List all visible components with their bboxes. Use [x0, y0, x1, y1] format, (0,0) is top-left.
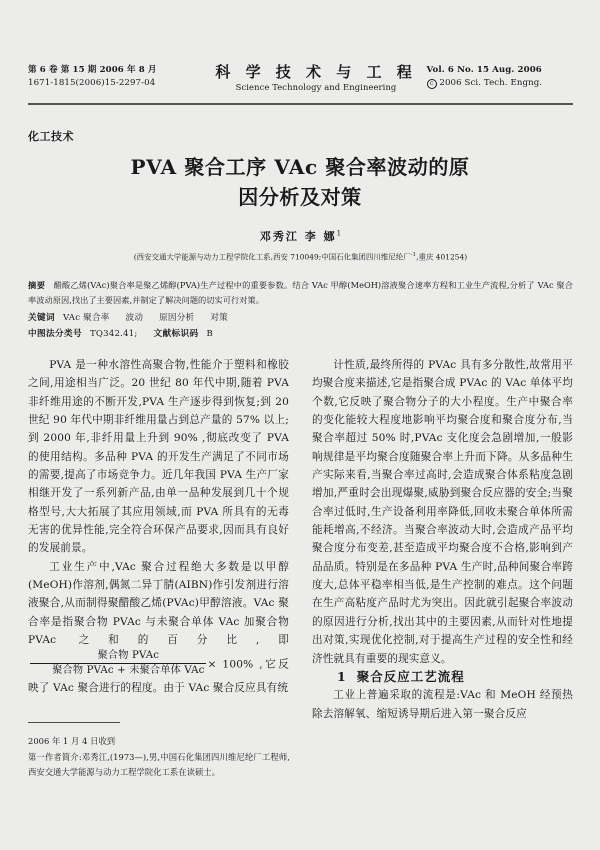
affiliation-marker: -1: [410, 252, 417, 258]
article-title-line1: PVA 聚合工序 VAc 聚合率波动的原: [130, 155, 470, 179]
author-affiliation: [28, 250, 573, 262]
paragraph-right-2: 工业上普遍采取的流程是:VAc 和 MeOH 经预热除去溶解氧、缩短诱导期后进入第一聚合反应: [312, 689, 573, 720]
volume-issue-en: Vol. 6 No. 15 Aug. 2006: [426, 65, 542, 75]
paragraph-left-2-before: 工业生产中,VAc 聚合过程绝大多数是以甲醇(MeOH)作溶剂,偶氮二异丁腈(AIBN)作引发剂进行溶液聚合,从而制得聚醋酸乙烯(PVAc)甲醇溶液。VAc 聚合率是指聚合物 PVAc 与未聚合单体 VAc 加聚合物 PVAc 之和的百分比,即: [28, 560, 289, 647]
paragraph-left-1: PVA 是一种水溶性高聚合物,性能介于塑料和橡胶之间,用途相当广泛。20 世纪 80 年代中期,随着 PVA 非纤维用途的不断开发,PVA 生产逐步得到恢复;到 20 世纪 90 年代中期非纤维用量占到总产量的 57% 以上;到 2000 年,非纤用量上升到 90% ,彻底改变了 PVA 的使用结构。多品种 PVA 的开发生产满足了不同市场的需要,提高了市场竞争力。近几年我国 PVA 生产厂家相继开发了一系列新产品,由单一品种发展到几十个规格型号,大大拓展了其应用领域,而 PVA 所具有的无毒无害的优异性能,完全符合环保产品要求,因而具有良好的发展前景。: [28, 359, 289, 555]
author-affiliation-marker: 1: [336, 229, 342, 238]
fraction-denominator: 聚合物 PVAc + 未聚合单体 VAc: [30, 663, 206, 678]
keyword-item-2: 原因分析: [159, 313, 195, 323]
journal-title-cn: 科 学 技 术 与 工 程: [215, 63, 417, 81]
author-names: [28, 228, 573, 244]
author-names-text: 邓秀江 李 娜: [259, 230, 337, 243]
classification-value: TQ342.41;: [89, 329, 138, 339]
paragraph-left-2-after: × 100% ,它反映了 VAc 聚合进行的程度。由于 VAc 聚合反应具有统: [28, 658, 289, 694]
article-title-line2: 因分析及对策: [238, 185, 362, 209]
article-title: [60, 152, 540, 212]
journal-title-en: Science Technology and Engineering: [235, 82, 397, 92]
masthead-divider: [28, 103, 573, 105]
copyright-icon: c: [427, 79, 437, 89]
abstract-paragraph: [28, 278, 573, 308]
classification-label: 中图法分类号: [28, 329, 82, 339]
footnote-divider: [28, 722, 120, 723]
issn-article-code: 1671-1815(2006)15-2297-04: [28, 78, 156, 88]
document-code-label: 文献标识码: [153, 329, 199, 339]
abstract-label: 摘要: [28, 280, 46, 290]
body-column-left: [28, 356, 289, 697]
polymerization-rate-fraction: [30, 649, 206, 678]
paragraph-left-2: [28, 558, 289, 697]
abstract-text: 醋酸乙烯(VAc)聚合率是聚乙烯醇(PVA)生产过程中的重要参数。结合 VAc 甲醇(MeOH)溶液聚合速率方程和工业生产流程,分析了 VAc 聚合率波动原因,找出了主要因素,并制定了解决问题的切实可行对策。: [28, 280, 573, 305]
document-code-value: B: [206, 329, 214, 339]
abstract-block: [28, 278, 573, 342]
classification-line: [28, 326, 573, 342]
masthead-right: [419, 64, 573, 90]
keywords-line: [28, 310, 573, 326]
footnote-block: [28, 734, 290, 781]
section-title: 聚合反应工艺流程: [356, 668, 465, 684]
keyword-item-1: 波动: [125, 313, 144, 323]
masthead-left: [28, 64, 214, 90]
affiliation-tail: ,重庆 401254): [416, 252, 468, 262]
section-number: 1: [337, 668, 347, 684]
keywords-label: 关键词: [28, 313, 55, 323]
masthead: [28, 64, 573, 94]
fraction-numerator: 聚合物 PVAc: [97, 649, 160, 661]
copyright-text: 2006 Sci. Tech. Engng.: [439, 78, 543, 88]
copyright-line: [427, 77, 573, 90]
author-biography: 第一作者简介:邓秀江,(1973—),男,中国石化集团四川维尼纶厂工程师,西安交通大学能源与动力工程学院化工系在读硕士。: [28, 751, 290, 777]
keyword-item-0: VAc 聚合率: [62, 313, 110, 323]
article-category: 化工技术: [28, 130, 74, 143]
paragraph-right-1: 计性质,最终所得的 PVAc 具有多分散性,故常用平均聚合度来描述,它是指聚合成 PVAc 的 VAc 单体平均个数,它反映了聚合物分子的大小程度。生产中聚合率的变化能较大程度地影响平均聚合度和聚合度分布,当聚合率超过 50% 时,PVAc 支化度会急剧增加,一般影响规律是平均聚合度随聚合率上升而下降。从多品种生产实际来看,当聚合率过高时,会造成聚合体系粘度急剧增加,严重时会出现爆聚,威胁到聚合反应器的安全;当聚合率过低时,生产设备利用率降低,回收未聚合单体所需能耗增高,不经济。当聚合率波动大时,会造成产品平均聚合度分布变差,甚至造成平均聚合度不合格,影响到产品品质。特别是在多品种 PVA 生产时,品种间聚合率跨度大,总体平稳率相当低,是生产控制的难点。这个问题在生产高粘度产品时尤为突出。因此就引起聚合率波动的原因进行分析,找出其中的主要因素,从而针对性地提出对策,实现优化控制,对于提高生产过程的安全性和经济性就具有重要的现实意义。: [312, 359, 573, 665]
body-column-right: [312, 356, 573, 723]
received-date: 2006 年 1 月 4 日收到: [28, 736, 116, 746]
volume-issue-date: 第 6 卷 第 15 期 2006 年 8 月: [28, 65, 157, 75]
section-heading-1: [312, 668, 573, 686]
affiliation-text: (西安交通大学能源与动力工程学院化工系,西安 710049;中国石化集团四川维尼纶厂: [133, 252, 411, 262]
masthead-center: [214, 64, 419, 94]
keyword-item-3: 对策: [210, 313, 228, 323]
